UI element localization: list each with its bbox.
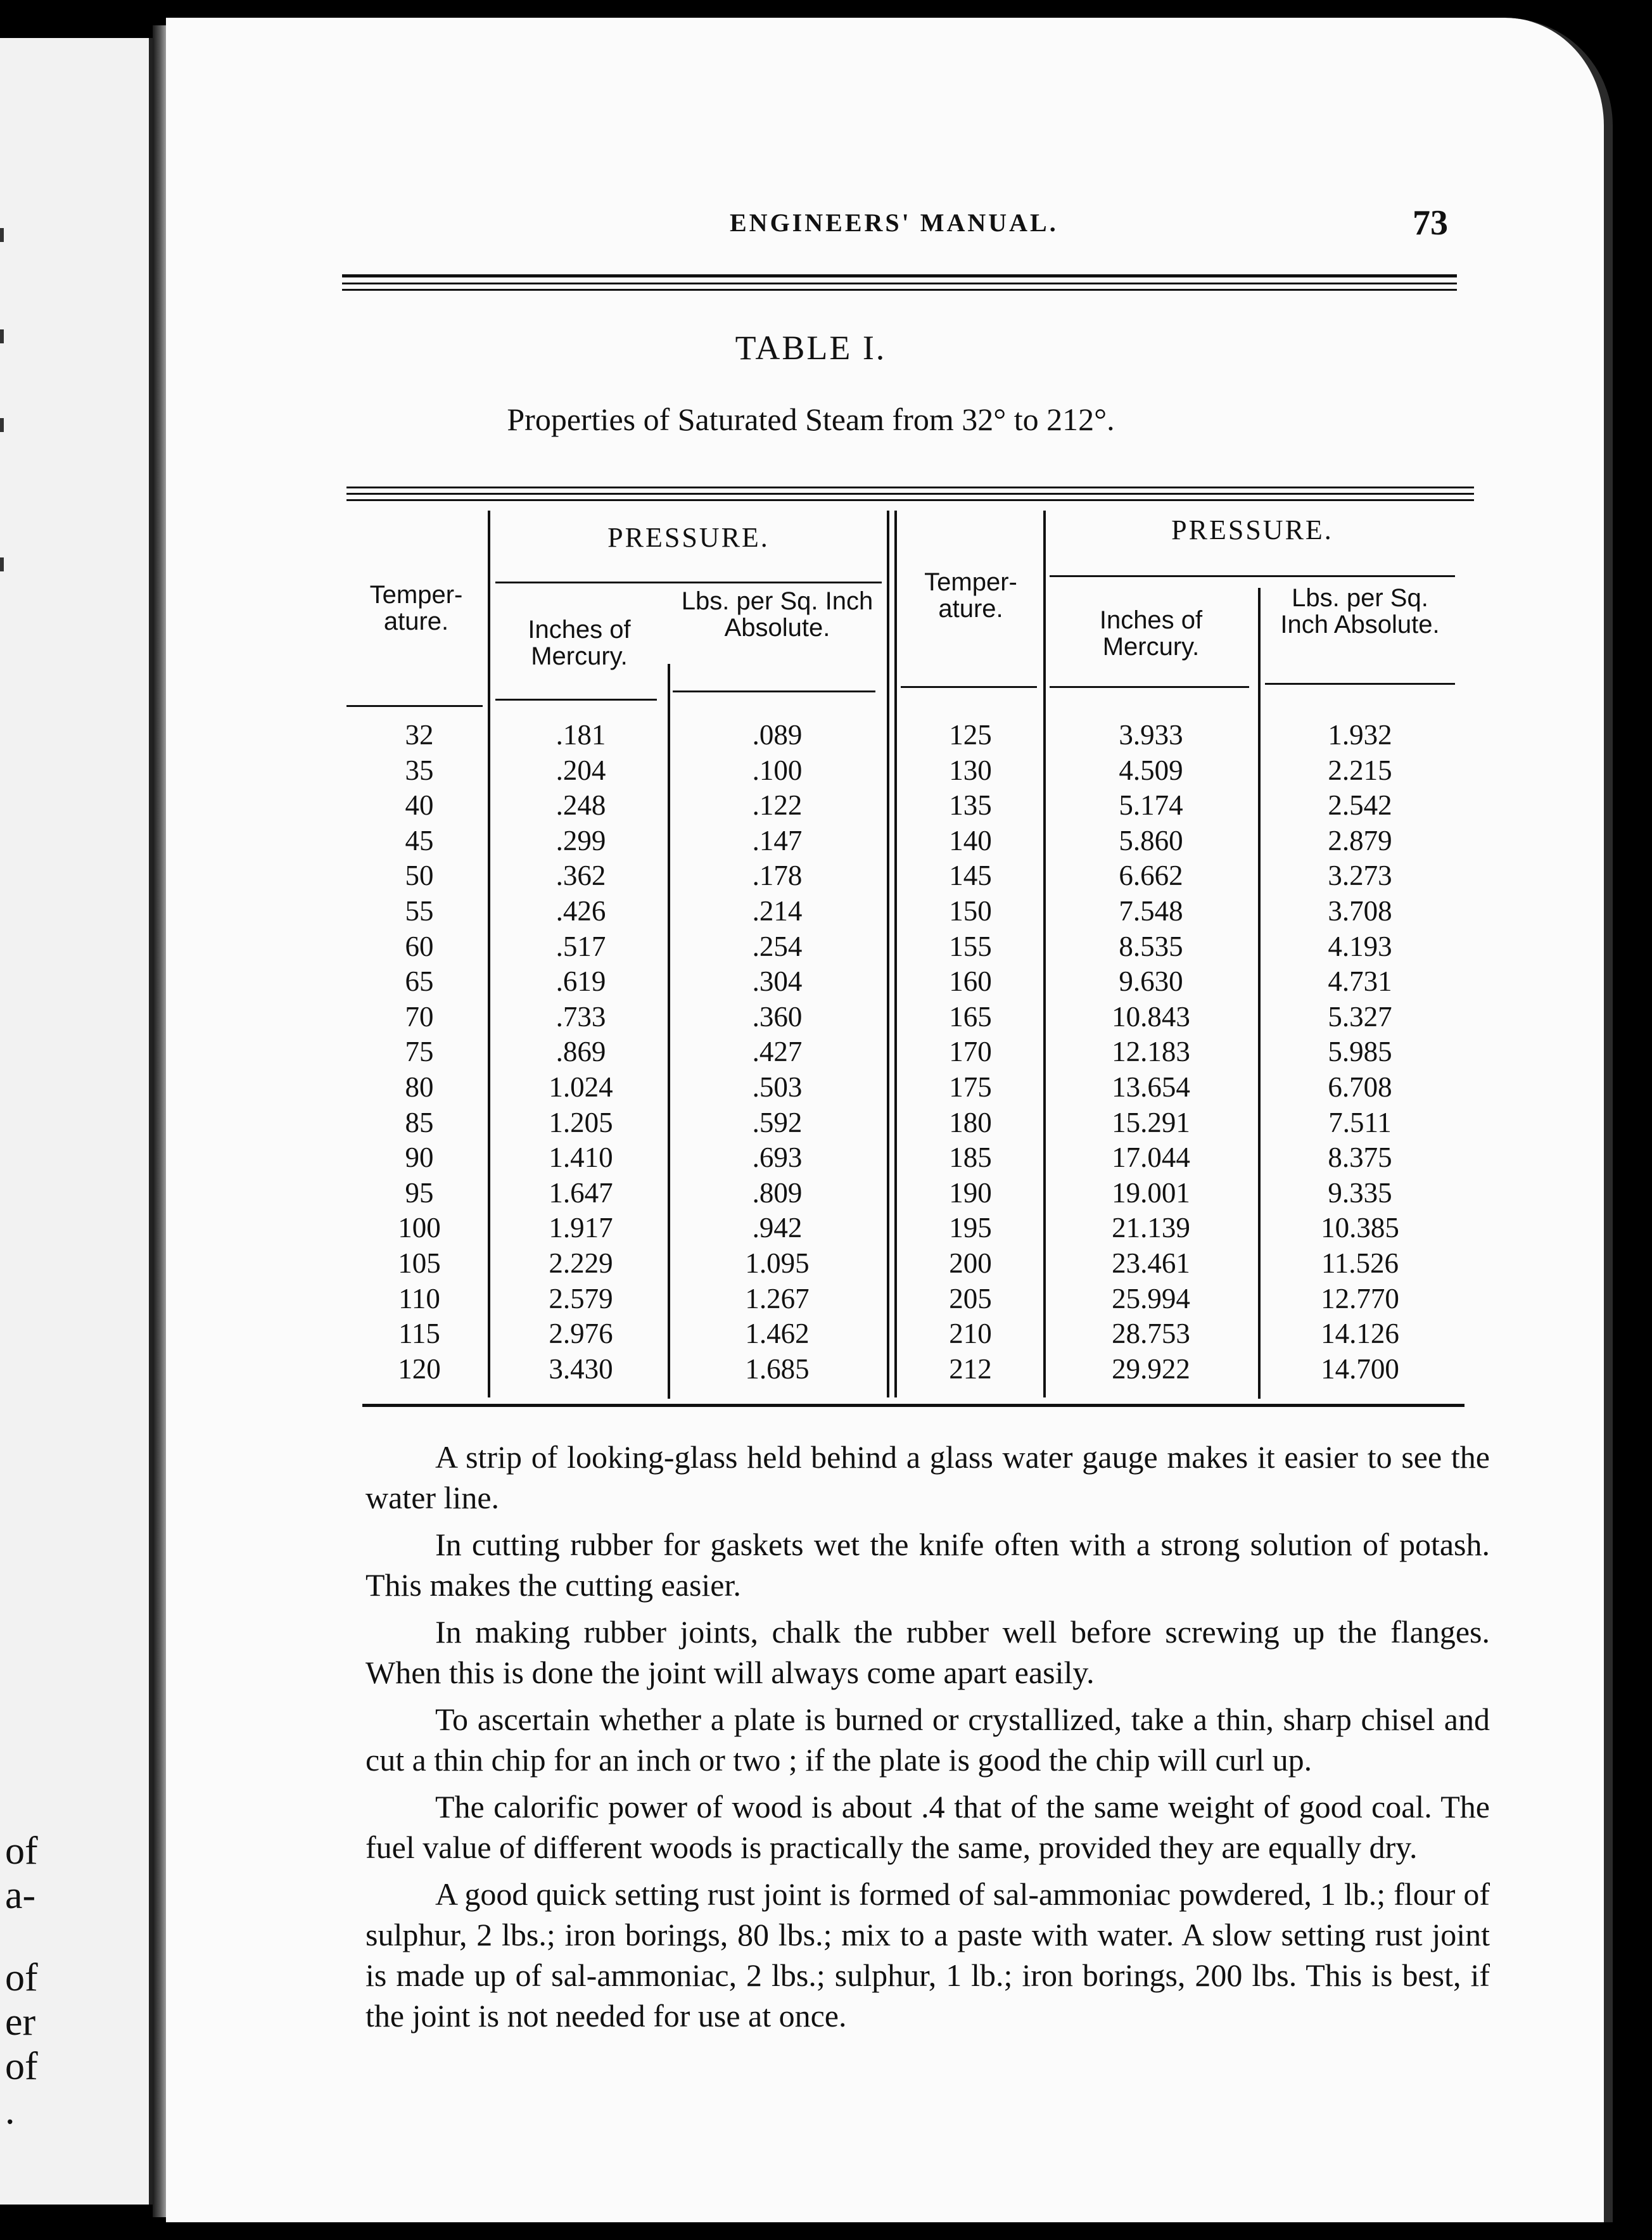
- table-cell: 3.273: [1328, 860, 1392, 892]
- table-cell: .733: [556, 1000, 606, 1033]
- table-cell: 185: [949, 1142, 992, 1174]
- table-cell: 85: [405, 1106, 434, 1138]
- text-fragment: a-: [5, 1874, 36, 1917]
- table-bottom-rule: [362, 1404, 1465, 1407]
- header-rule: [495, 699, 657, 701]
- table-cell: .204: [556, 754, 606, 786]
- text-fragment: .: [5, 2089, 15, 2132]
- table-cell: 150: [949, 894, 992, 927]
- table-cell: 180: [949, 1106, 992, 1138]
- header-temperature: Temper-ature.: [924, 568, 1017, 623]
- header-rule: [342, 274, 1457, 277]
- page-number: 73: [1413, 203, 1448, 243]
- table-cell: 3.708: [1328, 894, 1392, 927]
- table-cell: 70: [405, 1000, 434, 1033]
- table-cell: 12.770: [1321, 1282, 1399, 1314]
- table-cell: 9.630: [1119, 965, 1183, 998]
- table-cell: 3.933: [1119, 719, 1183, 751]
- table-cell: 1.410: [549, 1142, 613, 1174]
- table-cell: .426: [556, 894, 606, 927]
- table-cell: 17.044: [1112, 1142, 1190, 1174]
- column-temperature-right: [901, 718, 1040, 1387]
- table-cell: 105: [398, 1247, 441, 1279]
- column-divider: [488, 511, 490, 1397]
- column-temperature-left: [362, 718, 476, 1387]
- table-cell: 1.462: [745, 1318, 810, 1350]
- table-cell: .299: [556, 824, 606, 856]
- table-cell: 9.335: [1328, 1176, 1392, 1209]
- table-cell: 200: [949, 1247, 992, 1279]
- table-cell: 50: [405, 860, 434, 892]
- group-rule: [1050, 575, 1455, 577]
- table-cell: 14.126: [1321, 1318, 1399, 1350]
- table-cell: 1.647: [549, 1176, 613, 1209]
- table-cell: 10.843: [1112, 1000, 1190, 1033]
- table-cell: 7.548: [1119, 894, 1183, 927]
- table-cell: 13.654: [1112, 1071, 1190, 1103]
- column-lbs-right: [1265, 718, 1455, 1387]
- table-cell: 25.994: [1112, 1282, 1190, 1314]
- note-paragraph: The calorific power of wood is about .4 that of the same weight of good coal. The fuel value of different woods is practically the same, provided they are equally dry.: [365, 1789, 1490, 1865]
- table-cell: 1.685: [745, 1352, 810, 1385]
- table-cell: .181: [556, 719, 606, 751]
- note-paragraph: In cutting rubber for gaskets wet the knife often with a strong solution of potash. This makes the cutting easier.: [365, 1527, 1490, 1603]
- table-cell: 115: [398, 1318, 440, 1350]
- table-cell: .122: [752, 789, 803, 822]
- table-cell: 40: [405, 789, 434, 822]
- table-cell: .427: [752, 1036, 803, 1068]
- table-cell: 210: [949, 1318, 992, 1350]
- table-cell: 8.535: [1119, 930, 1183, 962]
- header-rule: [342, 283, 1457, 284]
- header-rule: [1050, 686, 1249, 688]
- header-rule: [1265, 683, 1455, 685]
- column-divider: [1043, 511, 1046, 1397]
- table-cell: 4.509: [1119, 754, 1183, 786]
- table-cell: 190: [949, 1176, 992, 1209]
- table-cell: 14.700: [1321, 1352, 1399, 1385]
- page-mark: [0, 557, 4, 571]
- header-lbs-per-sq-inch: Lbs. per Sq. Inch Absolute.: [1280, 584, 1440, 639]
- table-cell: 11.526: [1321, 1247, 1399, 1279]
- table-cell: 175: [949, 1071, 992, 1103]
- table-cell: .100: [752, 754, 803, 786]
- notes-section: [365, 1437, 1490, 2042]
- table-cell: 165: [949, 1000, 992, 1033]
- table-cell: 45: [405, 824, 434, 856]
- note-paragraph: To ascertain whether a plate is burned or crystallized, take a thin, sharp chisel and cut a thin chip for an inch or two ; if the plate is good the chip will curl up.: [365, 1702, 1490, 1778]
- header-temperature: Temper-ature.: [369, 581, 463, 635]
- table-cell: 130: [949, 754, 992, 786]
- column-inches-right: [1050, 718, 1252, 1387]
- table-cell: 23.461: [1112, 1247, 1190, 1279]
- table-cell: 2.879: [1328, 824, 1392, 856]
- table-cell: 32: [405, 719, 434, 751]
- table-cell: .517: [556, 930, 606, 962]
- table-cell: 1.024: [549, 1071, 613, 1103]
- table-cell: 170: [949, 1036, 992, 1068]
- table-cell: .248: [556, 789, 606, 822]
- table-cell: 21.139: [1112, 1212, 1190, 1244]
- table-cell: 100: [398, 1212, 441, 1244]
- table-cell: .592: [752, 1106, 803, 1138]
- table-cell: 120: [398, 1352, 441, 1385]
- table-cell: 28.753: [1112, 1318, 1190, 1350]
- table-cell: 2.542: [1328, 789, 1392, 822]
- table-cell: .147: [752, 824, 803, 856]
- table-cell: 205: [949, 1282, 992, 1314]
- note-paragraph: A good quick setting rust joint is formed of sal-ammoniac powdered, 1 lb.; flour of sulphur, 2 lbs.; iron borings, 80 lbs.; mix to a paste with water. A slow setting rust joint is made up of sal-ammoniac, 2 lbs.; sulphur, 1 lb.; iron borings, 200 lbs. This is best, if the joint is not needed for use at once.: [365, 1876, 1490, 2033]
- header-lbs-per-sq-inch: Lbs. per Sq. Inch Absolute.: [681, 587, 874, 642]
- column-divider: [668, 664, 670, 1399]
- table-cell: .304: [752, 965, 803, 998]
- table-cell: .809: [752, 1176, 803, 1209]
- text-fragment: of: [5, 1830, 38, 1873]
- running-header: [166, 203, 1458, 258]
- text-fragment: er: [5, 2001, 36, 2044]
- header-rule: [673, 690, 875, 692]
- column-divider: [887, 511, 889, 1397]
- table-cell: .362: [556, 860, 606, 892]
- table-cell: 15.291: [1112, 1106, 1190, 1138]
- note-paragraph: A strip of looking-glass held behind a glass water gauge makes it easier to see the water line.: [365, 1439, 1490, 1515]
- table-cell: 29.922: [1112, 1352, 1190, 1385]
- table-cell: 65: [405, 965, 434, 998]
- table-cell: 19.001: [1112, 1176, 1190, 1209]
- table-cell: 80: [405, 1071, 434, 1103]
- table-cell: 110: [398, 1282, 440, 1314]
- header-rule: [901, 686, 1037, 688]
- table-cell: 5.860: [1119, 824, 1183, 856]
- table-cell: 55: [405, 894, 434, 927]
- table-cell: 212: [949, 1352, 992, 1385]
- running-title: ENGINEERS' MANUAL.: [730, 208, 1058, 237]
- table-cell: .503: [752, 1071, 803, 1103]
- table-cell: 2.579: [549, 1282, 613, 1314]
- table-cell: 35: [405, 754, 434, 786]
- table-cell: .254: [752, 930, 803, 962]
- table-top-rule: [346, 493, 1474, 495]
- table-cell: 4.193: [1328, 930, 1392, 962]
- table-cell: 6.708: [1328, 1071, 1392, 1103]
- page-mark: [0, 228, 4, 242]
- group-rule: [495, 582, 882, 583]
- table-cell: 1.932: [1328, 719, 1392, 751]
- table-cell: 1.267: [745, 1282, 810, 1314]
- column-divider: [894, 511, 897, 1397]
- table-cell: .089: [752, 719, 803, 751]
- note-paragraph: In making rubber joints, chalk the rubber well before screwing up the flanges. When this is done the joint will always come apart easily.: [365, 1614, 1490, 1690]
- table-cell: .178: [752, 860, 803, 892]
- header-inches-mercury: Inches of Mercury.: [1099, 606, 1203, 661]
- table-cell: 2.976: [549, 1318, 613, 1350]
- table-cell: 135: [949, 789, 992, 822]
- table-cell: .214: [752, 894, 803, 927]
- table-cell: .869: [556, 1036, 606, 1068]
- table-cell: 12.183: [1112, 1036, 1190, 1068]
- table-cell: 75: [405, 1036, 434, 1068]
- table-cell: 7.511: [1328, 1106, 1392, 1138]
- table-cell: 2.215: [1328, 754, 1392, 786]
- table-cell: 3.430: [549, 1352, 613, 1385]
- column-lbs-left: [673, 718, 882, 1387]
- table-cell: 5.327: [1328, 1000, 1392, 1033]
- header-inches-mercury: Inches of Mercury.: [528, 616, 631, 670]
- table-cell: 1.917: [549, 1212, 613, 1244]
- table-top-rule: [346, 487, 1474, 488]
- table-cell: .942: [752, 1212, 803, 1244]
- table-cell: 8.375: [1328, 1142, 1392, 1174]
- table-cell: 4.731: [1328, 965, 1392, 998]
- table-cell: 6.662: [1119, 860, 1183, 892]
- table-top-rule: [346, 499, 1474, 501]
- table-cell: 195: [949, 1212, 992, 1244]
- table-title: TABLE I.: [735, 329, 887, 367]
- table-cell: 10.385: [1321, 1212, 1399, 1244]
- header-rule: [346, 705, 483, 707]
- table-cell: 125: [949, 719, 992, 751]
- table-cell: 60: [405, 930, 434, 962]
- header-pressure: PRESSURE.: [1171, 514, 1333, 545]
- book-page: [166, 18, 1613, 2222]
- column-inches-left: [499, 718, 663, 1387]
- table-cell: .360: [752, 1000, 803, 1033]
- header-rule: [342, 289, 1457, 291]
- table-subtitle: Properties of Saturated Steam from 32° to 212°.: [507, 402, 1115, 437]
- table-cell: 145: [949, 860, 992, 892]
- table-cell: 1.205: [549, 1106, 613, 1138]
- table-cell: 90: [405, 1142, 434, 1174]
- text-fragment: of: [5, 1956, 38, 1999]
- column-divider: [1258, 588, 1261, 1399]
- table-cell: 5.174: [1119, 789, 1183, 822]
- table-cell: .693: [752, 1142, 803, 1174]
- table-cell: 1.095: [745, 1247, 810, 1279]
- table-cell: 2.229: [549, 1247, 613, 1279]
- table-cell: 160: [949, 965, 992, 998]
- table-cell: 155: [949, 930, 992, 962]
- table-cell: 5.985: [1328, 1036, 1392, 1068]
- text-fragment: of: [5, 2045, 38, 2088]
- header-pressure: PRESSURE.: [607, 522, 770, 553]
- table-cell: 95: [405, 1176, 434, 1209]
- table-cell: .619: [556, 965, 606, 998]
- table-cell: 140: [949, 824, 992, 856]
